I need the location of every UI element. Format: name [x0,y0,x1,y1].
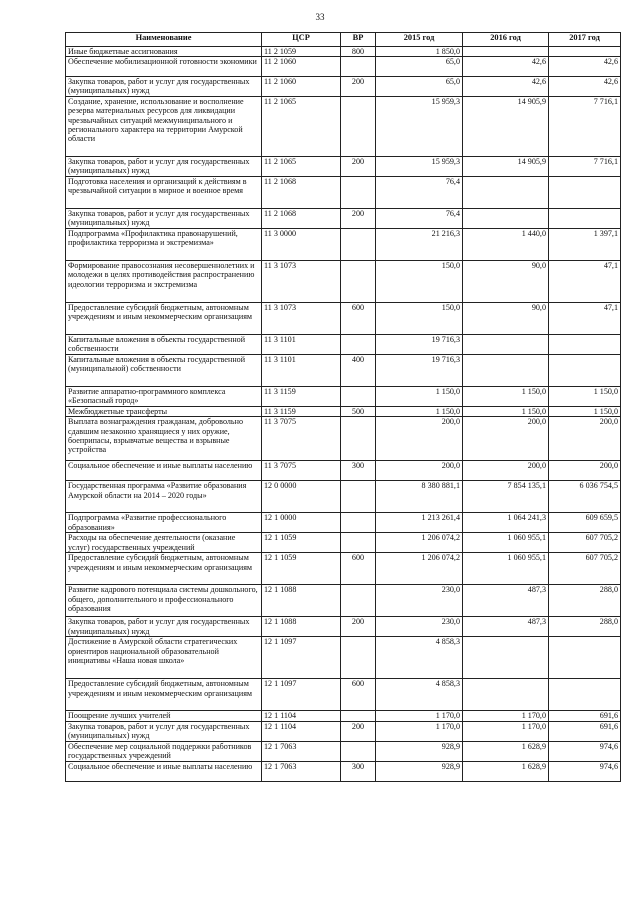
table-row [66,303,621,335]
cell-vr [341,741,376,761]
cell-vr: 600 [341,553,376,585]
cell-vr: 300 [341,461,376,481]
cell-2017: 288,0 [549,585,621,617]
cell-csr: 12 1 7063 [262,761,341,781]
cell-vr [341,585,376,617]
cell-2015: 150,0 [376,303,463,335]
cell-2016 [463,177,549,209]
cell-2016: 42,6 [463,77,549,97]
cell-2016: 90,0 [463,261,549,303]
cell-2016: 14 905,9 [463,157,549,177]
cell-2017: 7 716,1 [549,97,621,157]
budget-table [65,32,621,782]
cell-2015: 19 716,3 [376,355,463,387]
cell-name: Подготовка населения и организаций к действиям в чрезвычайной ситуации в мирное и военное время [66,177,262,209]
column-header-2016: 2016 год [463,33,549,47]
cell-name: Предоставление субсидий бюджетным, автономным учреждениям и иным некоммерческим организациям [66,303,262,335]
cell-2016 [463,47,549,57]
cell-name: Подпрограмма «Профилактика правонарушений, профилактика терроризма и экстремизма» [66,229,262,261]
cell-csr: 11 2 1065 [262,157,341,177]
cell-csr: 11 2 1068 [262,177,341,209]
cell-name: Социальное обеспечение и иные выплаты населению [66,761,262,781]
cell-2017: 200,0 [549,461,621,481]
cell-vr [341,637,376,679]
cell-2017 [549,47,621,57]
cell-csr: 12 1 0000 [262,513,341,533]
cell-vr: 200 [341,77,376,97]
cell-csr: 12 1 1097 [262,679,341,711]
cell-name: Выплата вознаграждения гражданам, добровольно сдавшим незаконно хранящиеся у них оружие, боеприпасы, взрывчатые вещества и взрывные устройства [66,417,262,461]
table-row [66,761,621,781]
table-body [66,47,621,782]
cell-2016: 1 628,9 [463,741,549,761]
cell-name: Социальное обеспечение и иные выплаты населению [66,461,262,481]
cell-2015: 1 150,0 [376,407,463,417]
table-row [66,97,621,157]
cell-vr: 300 [341,761,376,781]
cell-2015: 928,9 [376,741,463,761]
table-row [66,585,621,617]
cell-2017: 1 397,1 [549,229,621,261]
cell-csr: 11 3 0000 [262,229,341,261]
cell-2016: 1 150,0 [463,407,549,417]
cell-vr: 400 [341,355,376,387]
table-row [66,513,621,533]
column-header-2017: 2017 год [549,33,621,47]
cell-2017 [549,637,621,679]
cell-vr [341,513,376,533]
cell-2015: 4 858,3 [376,637,463,679]
cell-2017 [549,177,621,209]
cell-name: Предоставление субсидий бюджетным, автономным учреждениям и иным некоммерческим организациям [66,679,262,711]
cell-name: Закупка товаров, работ и услуг для государственных (муниципальных) нужд [66,209,262,229]
cell-2017: 288,0 [549,617,621,637]
cell-vr: 200 [341,617,376,637]
table-row [66,533,621,553]
cell-csr: 12 1 1088 [262,617,341,637]
cell-2015: 4 858,3 [376,679,463,711]
cell-vr: 200 [341,157,376,177]
cell-2016 [463,679,549,711]
cell-name: Государственная программа «Развитие образования Амурской области на 2014 – 2020 годы» [66,481,262,513]
cell-2016 [463,209,549,229]
cell-2016: 1 064 241,3 [463,513,549,533]
cell-vr: 200 [341,721,376,741]
table-row [66,177,621,209]
table-row [66,741,621,761]
table-row [66,335,621,355]
cell-2017: 1 150,0 [549,407,621,417]
cell-csr: 12 1 1104 [262,721,341,741]
cell-2015: 200,0 [376,461,463,481]
cell-2017: 609 659,5 [549,513,621,533]
cell-vr [341,261,376,303]
table-row [66,617,621,637]
cell-name: Закупка товаров, работ и услуг для государственных (муниципальных) нужд [66,721,262,741]
cell-vr: 800 [341,47,376,57]
cell-2015: 200,0 [376,417,463,461]
table-row [66,57,621,77]
table-row [66,77,621,97]
cell-vr [341,57,376,77]
cell-vr: 600 [341,679,376,711]
cell-name: Закупка товаров, работ и услуг для государственных (муниципальных) нужд [66,617,262,637]
cell-2017: 607 705,2 [549,553,621,585]
cell-2017: 42,6 [549,57,621,77]
cell-2016: 1 060 955,1 [463,533,549,553]
cell-2016: 42,6 [463,57,549,77]
cell-2017 [549,679,621,711]
cell-csr: 12 1 1059 [262,553,341,585]
cell-2016: 1 170,0 [463,711,549,721]
cell-2015: 21 216,3 [376,229,463,261]
table-row [66,481,621,513]
column-header-csr: ЦСР [262,33,341,47]
cell-2015: 1 213 261,4 [376,513,463,533]
table-row [66,387,621,407]
table-row [66,711,621,721]
cell-vr [341,97,376,157]
cell-name: Капитальные вложения в объекты государственной (муниципальной) собственности [66,355,262,387]
table-row [66,47,621,57]
cell-2016: 487,3 [463,617,549,637]
cell-2015: 150,0 [376,261,463,303]
cell-2015: 1 170,0 [376,711,463,721]
table-row [66,157,621,177]
cell-2016: 487,3 [463,585,549,617]
column-header-name: Наименование [66,33,262,47]
cell-2016 [463,637,549,679]
cell-name: Поощрение лучших учителей [66,711,262,721]
cell-vr [341,387,376,407]
cell-2017: 7 716,1 [549,157,621,177]
table-row [66,355,621,387]
cell-2016: 1 440,0 [463,229,549,261]
cell-2017: 974,6 [549,761,621,781]
cell-csr: 11 2 1060 [262,57,341,77]
cell-2015: 15 959,3 [376,157,463,177]
cell-name: Иные бюджетные ассигнования [66,47,262,57]
cell-2017 [549,355,621,387]
cell-2017: 200,0 [549,417,621,461]
cell-2015: 65,0 [376,77,463,97]
cell-2015: 8 380 881,1 [376,481,463,513]
cell-2016: 7 854 135,1 [463,481,549,513]
cell-name: Обеспечение мер социальной поддержки работников государственных учреждений [66,741,262,761]
cell-csr: 11 3 1159 [262,407,341,417]
cell-name: Подпрограмма «Развитие профессионального образования» [66,513,262,533]
cell-2017: 47,1 [549,261,621,303]
table-row [66,261,621,303]
table-row [66,721,621,741]
table-row [66,229,621,261]
cell-2016: 1 170,0 [463,721,549,741]
cell-name: Закупка товаров, работ и услуг для государственных (муниципальных) нужд [66,77,262,97]
cell-2015: 1 150,0 [376,387,463,407]
column-header-vr: ВР [341,33,376,47]
table-row [66,637,621,679]
cell-csr: 12 1 7063 [262,741,341,761]
cell-vr [341,481,376,513]
table-row [66,553,621,585]
cell-2015: 928,9 [376,761,463,781]
cell-2015: 65,0 [376,57,463,77]
cell-2017: 607 705,2 [549,533,621,553]
cell-csr: 12 1 1088 [262,585,341,617]
cell-name: Предоставление субсидий бюджетным, автономным учреждениям и иным некоммерческим организациям [66,553,262,585]
cell-name: Расходы на обеспечение деятельности (оказание услуг) государственных учреждений [66,533,262,553]
cell-csr: 11 3 7075 [262,417,341,461]
cell-2015: 76,4 [376,209,463,229]
cell-name: Обеспечение мобилизационной готовности экономики [66,57,262,77]
cell-vr [341,533,376,553]
cell-2016: 1 628,9 [463,761,549,781]
table-row [66,407,621,417]
cell-csr: 11 3 1073 [262,303,341,335]
cell-vr: 200 [341,209,376,229]
cell-2015: 230,0 [376,617,463,637]
cell-2016 [463,355,549,387]
table-row [66,461,621,481]
cell-csr: 12 1 1097 [262,637,341,679]
cell-vr [341,711,376,721]
cell-name: Развитие кадрового потенциала системы дошкольного, общего, дополнительного и профессионального образования [66,585,262,617]
cell-2016: 200,0 [463,417,549,461]
cell-vr [341,335,376,355]
cell-csr: 11 2 1059 [262,47,341,57]
cell-csr: 11 2 1065 [262,97,341,157]
cell-2017 [549,335,621,355]
cell-vr [341,417,376,461]
cell-2017: 691,6 [549,721,621,741]
cell-name: Капитальные вложения в объекты государственной собственности [66,335,262,355]
cell-2016: 1 150,0 [463,387,549,407]
cell-csr: 11 3 7075 [262,461,341,481]
cell-csr: 11 3 1101 [262,355,341,387]
table-row [66,679,621,711]
cell-2016: 1 060 955,1 [463,553,549,585]
cell-csr: 11 2 1068 [262,209,341,229]
cell-2015: 230,0 [376,585,463,617]
page-number: 33 [315,12,325,22]
cell-csr: 11 3 1101 [262,335,341,355]
cell-vr [341,229,376,261]
cell-2015: 15 959,3 [376,97,463,157]
cell-2015: 1 170,0 [376,721,463,741]
cell-name: Создание, хранение, использование и восполнение резерва материальных ресурсов для ликвидации чрезвычайных ситуаций межмуниципального и регионального характера на территории Амурской области [66,97,262,157]
cell-name: Межбюджетные трансферты [66,407,262,417]
cell-2015: 19 716,3 [376,335,463,355]
cell-csr: 12 0 0000 [262,481,341,513]
cell-2016 [463,335,549,355]
cell-2017: 1 150,0 [549,387,621,407]
cell-vr: 600 [341,303,376,335]
cell-name: Закупка товаров, работ и услуг для государственных (муниципальных) нужд [66,157,262,177]
table-row [66,209,621,229]
cell-2015: 1 206 074,2 [376,533,463,553]
cell-csr: 11 3 1073 [262,261,341,303]
cell-2017: 47,1 [549,303,621,335]
cell-2017: 974,6 [549,741,621,761]
cell-2015: 1 850,0 [376,47,463,57]
cell-vr: 500 [341,407,376,417]
cell-name: Достижение в Амурской области стратегических ориентиров национальной образовательной инициативы «Наша новая школа» [66,637,262,679]
cell-vr [341,177,376,209]
cell-csr: 11 2 1060 [262,77,341,97]
cell-2017: 691,6 [549,711,621,721]
column-header-2015: 2015 год [376,33,463,47]
cell-name: Развитие аппаратно-программного комплекса «Безопасный город» [66,387,262,407]
cell-2016: 90,0 [463,303,549,335]
table-header-row [66,33,621,47]
cell-name: Формирование правосознания несовершеннолетних и молодежи в целях противодействия распространению идеологии терроризма и экстремизма [66,261,262,303]
table-row [66,417,621,461]
cell-2015: 1 206 074,2 [376,553,463,585]
cell-csr: 11 3 1159 [262,387,341,407]
cell-2017: 6 036 754,5 [549,481,621,513]
cell-2017 [549,209,621,229]
cell-csr: 12 1 1104 [262,711,341,721]
cell-2016: 200,0 [463,461,549,481]
cell-2015: 76,4 [376,177,463,209]
cell-csr: 12 1 1059 [262,533,341,553]
cell-2016: 14 905,9 [463,97,549,157]
cell-2017: 42,6 [549,77,621,97]
